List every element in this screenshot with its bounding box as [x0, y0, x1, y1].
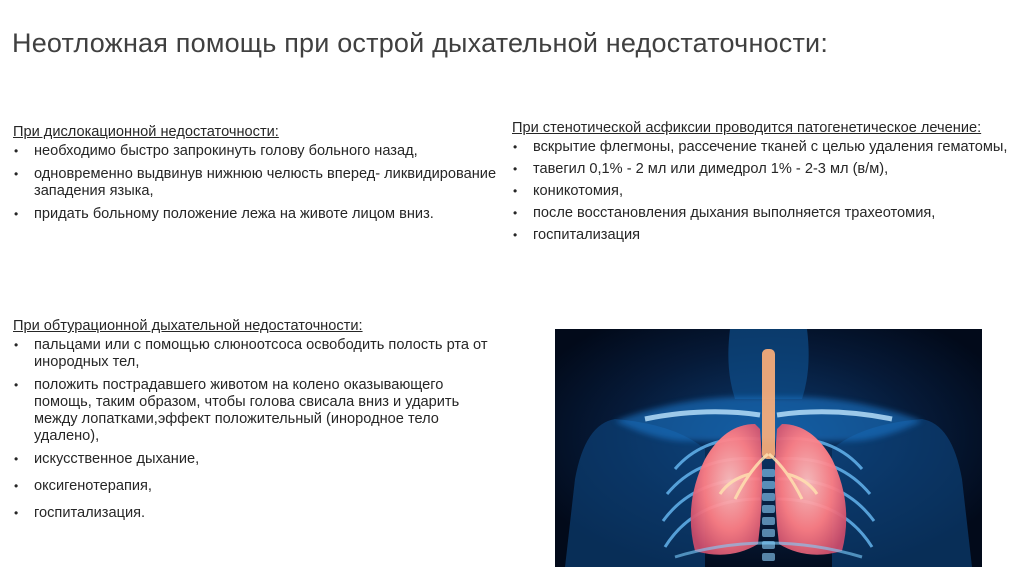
bullet-icon: • — [14, 338, 19, 352]
bullet-icon: • — [14, 207, 19, 221]
stenotic-list — [512, 139, 1017, 244]
list-item: • после восстановления дыхания выполняется трахеотомия, — [513, 205, 936, 221]
list-item: • придать больному положение лежа на животе лицом вниз. — [14, 206, 434, 222]
slide-title: Неотложная помощь при острой дыхательной недостаточности: — [12, 28, 829, 58]
bullet-icon: • — [14, 452, 19, 466]
list-item: • госпитализация — [513, 227, 640, 243]
list-item: • одновременно выдвинув нижнюю челюсть вперед- ликвидирование западения языка, — [14, 166, 497, 199]
bullet-icon: • — [513, 206, 518, 220]
lungs-xray-illustration — [555, 329, 982, 567]
obturation-heading: При обтурационной дыхательной недостаточности: — [13, 318, 363, 334]
stenotic-heading: При стенотической асфиксии проводится патогенетическое лечение: — [512, 120, 982, 136]
bullet-icon: • — [513, 184, 518, 198]
list-item: • вскрытие флегмоны, рассечение тканей с целью удаления гематомы, — [513, 139, 1008, 155]
bullet-icon: • — [14, 506, 19, 520]
list-item: • положить пострадавшего животом на колено оказывающего помощь, таким образом, чтобы голова свисала вниз и ударить между лопатками,эффект положительный (инородное тело удалено), — [14, 377, 460, 444]
lungs-icon — [555, 329, 982, 567]
stenotic-section — [512, 120, 1017, 249]
dislocation-heading: При дислокационной недостаточности: — [13, 124, 279, 140]
obturation-list — [13, 337, 493, 522]
list-item: • необходимо быстро запрокинуть голову больного назад, — [14, 143, 418, 159]
bullet-icon: • — [513, 162, 518, 176]
list-item: • оксигенотерапия, — [14, 478, 152, 494]
bullet-icon: • — [14, 144, 19, 158]
list-item: • пальцами или с помощью слюноотсоса освободить полость рта от инородных тел, — [14, 337, 488, 370]
bullet-icon: • — [513, 228, 518, 242]
obturation-section — [13, 318, 493, 528]
bullet-icon: • — [14, 378, 19, 392]
bullet-icon: • — [513, 140, 518, 154]
list-item: • коникотомия, — [513, 183, 623, 199]
bullet-icon: • — [14, 167, 19, 181]
bullet-icon: • — [14, 479, 19, 493]
dislocation-section — [13, 124, 508, 229]
list-item: • госпитализация. — [14, 505, 146, 521]
list-item: • тавегил 0,1% - 2 мл или димедрол 1% - 2-3 мл (в/м), — [513, 161, 889, 177]
list-item: • искусственное дыхание, — [14, 451, 200, 467]
dislocation-list — [13, 143, 508, 223]
